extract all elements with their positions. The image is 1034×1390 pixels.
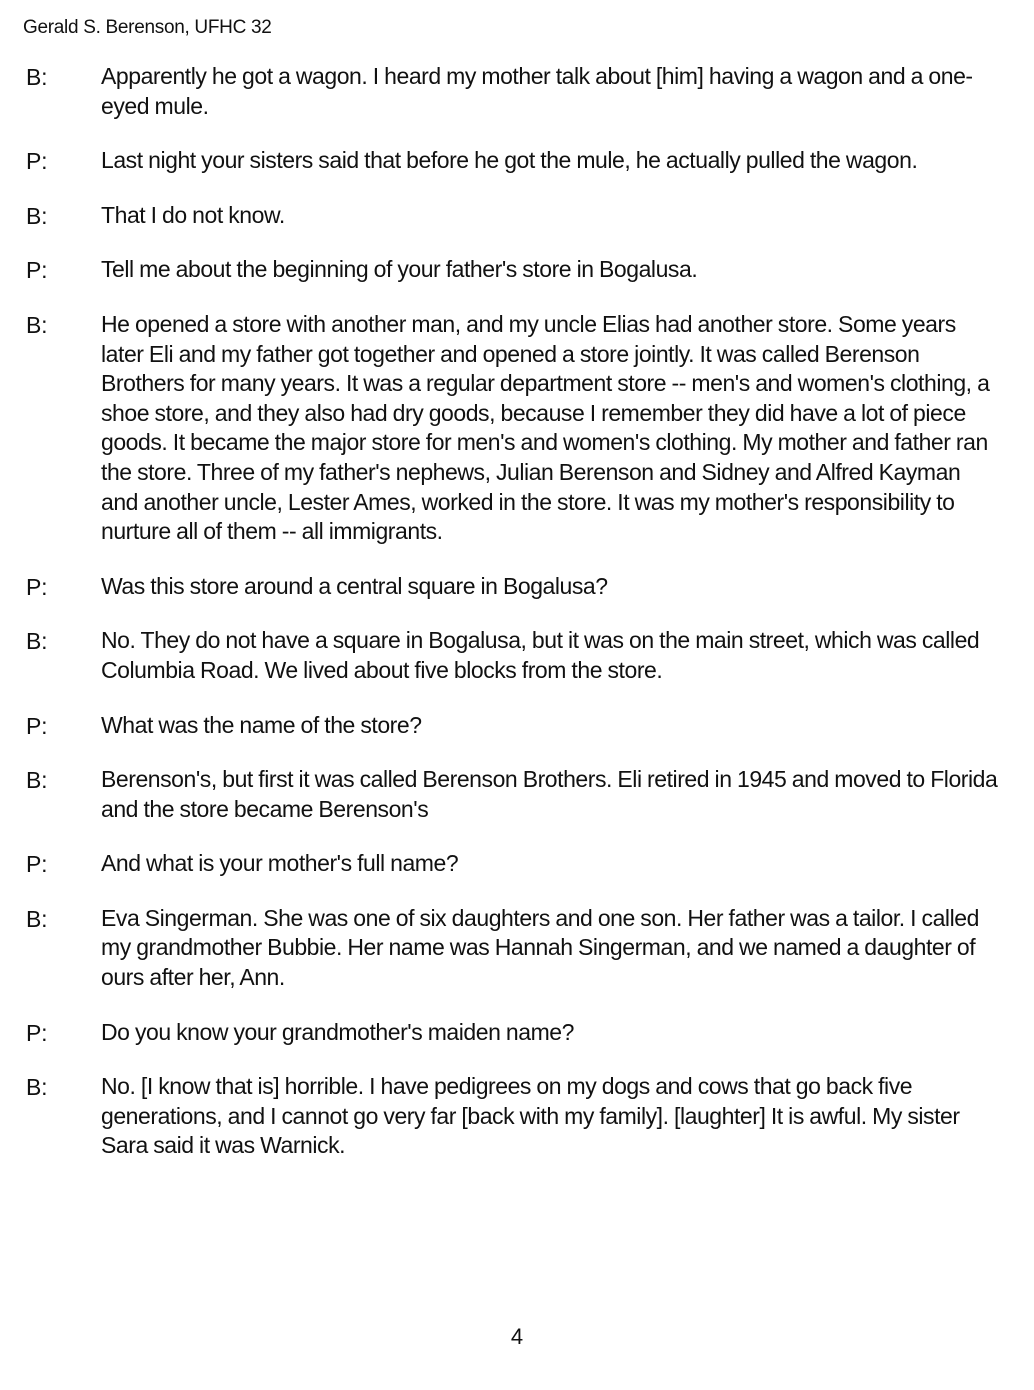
transcript-turn (0, 1072, 1034, 1161)
transcript-turn (0, 1018, 1034, 1048)
speaker-label: P: (26, 573, 48, 600)
transcript-turn (0, 201, 1034, 231)
speaker-label: B: (26, 202, 48, 229)
speaker-label: B: (26, 311, 48, 338)
utterance-text: Do you know your grandmother's maiden name? (101, 1018, 574, 1045)
transcript-turn (0, 572, 1034, 602)
utterance-text: Last night your sisters said that before he got the mule, he actually pulled the wagon. (101, 147, 918, 174)
speaker-label: P: (26, 851, 48, 878)
speaker-label: B: (26, 628, 48, 655)
utterance-text: What was the name of the store? (101, 711, 422, 738)
speaker-label: B: (26, 767, 48, 794)
transcript-turn (0, 765, 1034, 824)
utterance-text: That I do not know. (101, 201, 285, 228)
speaker-label: P: (26, 148, 48, 175)
transcript-turn (0, 711, 1034, 741)
transcript-turn (0, 310, 1034, 547)
speaker-label: B: (26, 1074, 48, 1101)
utterance-text: Apparently he got a wagon. I heard my mother talk about [him] having a wagon and a one-eyed mule. (101, 63, 973, 119)
transcript-turn (0, 904, 1034, 993)
speaker-label: P: (26, 257, 48, 284)
transcript-turn (0, 626, 1034, 685)
transcript-turn (0, 62, 1034, 121)
utterance-text: Eva Singerman. She was one of six daughters and one son. Her father was a tailor. I called my grandmother Bubbie. Her name was Hannah Singerman, and we named a daughter of ours after her, Ann. (101, 904, 979, 991)
running-header: Gerald S. Berenson, UFHC 32 (23, 17, 272, 38)
speaker-label: P: (26, 1019, 48, 1046)
transcript-turn (0, 849, 1034, 879)
utterance-text: He opened a store with another man, and my uncle Elias had another store. Some years later Eli and my father got together and opened a store jointly. It was called Berenson Brothers for many years. It was a regular department store -- men's and women's clothing, a shoe store, and they also had dry goods, because I remember they did have a lot of piece goods. It became the major store for men's and women's clothing. My mother and father ran the store. Three of my father's nephews, Julian Berenson and Sidney and Alfred Kayman and another uncle, Lester Ames, worked in the store. It was my mother's responsibility to nurture all of them -- all immigrants. (101, 310, 990, 545)
speaker-label: B: (26, 64, 48, 90)
utterance-text: No. They do not have a square in Bogalusa, but it was on the main street, which was called Columbia Road. We lived about five blocks from the store. (101, 627, 980, 683)
transcript-turn (0, 255, 1034, 285)
interview-transcript (0, 62, 1034, 1186)
utterance-text: Tell me about the beginning of your father's store in Bogalusa. (101, 256, 698, 283)
utterance-text: No. [I know that is] horrible. I have pedigrees on my dogs and cows that go back five generations, and I cannot go very far [back with my family]. [laughter] It is awful. My sister Sara said it was Warnick. (101, 1073, 960, 1159)
utterance-text: Berenson's, but first it was called Berenson Brothers. Eli retired in 1945 and moved to Florida and the store became Berenson's (101, 766, 998, 822)
transcript-turn (0, 146, 1034, 176)
utterance-text: Was this store around a central square in Bogalusa? (101, 572, 608, 599)
speaker-label: P: (26, 712, 48, 739)
utterance-text: And what is your mother's full name? (101, 850, 459, 877)
page-number: 4 (510, 1324, 524, 1349)
speaker-label: B: (26, 905, 48, 932)
